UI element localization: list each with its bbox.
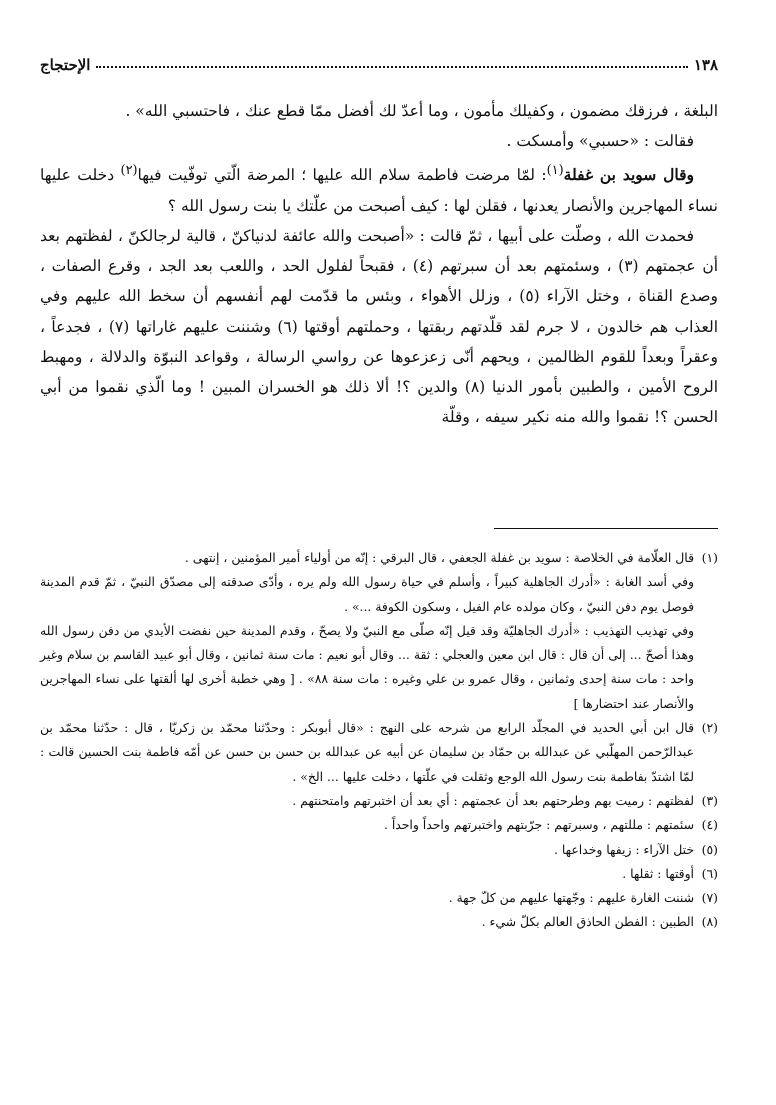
footnote-ref-1: (١) — [546, 163, 564, 179]
page-number: ١٣٨ — [693, 56, 718, 74]
running-title: الإحتجاج — [40, 56, 91, 74]
footnote-item — [40, 862, 718, 886]
footnote-text: ختل الآراء : زيفها وخداعها . — [553, 841, 694, 857]
footnote-text: أوقتها : ثقلها . — [622, 865, 694, 881]
footnote-separator — [494, 528, 718, 529]
footnote-number: (٥) — [701, 841, 718, 857]
footnote-text: شننت الغارة عليهم : وجّهتها عليهم من كلّ جهة . — [448, 890, 694, 906]
leader-dots — [96, 66, 687, 68]
paragraph-4: فحمدت الله ، وصلّت على أبيها ، ثمّ قالت : «أصبحت والله عائفة لدنياكنّ ، قالية لرجالكنّ ، لفظتهم بعد أن عجمتهم (٣) ، وسئمتهم بعد أن سبرتهم (٤) ، فقبحاً لفلول الحد ، واللعب بعد الجد ، وقرع الصفات ، وصدع القناة ، وختل الآراء (٥) ، وزلل الأهواء ، وبئس ما قدّمت لهم أنفسهم أن سخط الله عليهم وفي العذاب هم خالدون ، لا جرم لقد قلّدتهم ربقتها ، وحملتهم أوقتها (٦) وشننت عليهم غاراتها (٧) ، فجدعاً ، وعقراً وبعداً للقوم الظالمين ، ويحهم أنّى زعزعوها عن رواسي الرسالة ، وقواعد النبوّة والدلالة ، ومهبط الروح الأمين ، والطبين بأمور الدنيا (٨) والدين ؟! ألا ذلك هو الخسران المبين ! وما الّذي نقموا من أبي الحسن ؟! نقموا والله منه نكير سيفه ، وقلّة — [40, 226, 719, 427]
footnote-item — [40, 716, 718, 789]
paragraph-1: البلغة ، فرزقك مضمون ، وكفيلك مأمون ، وما أعدّ لك أفضل ممّا قطع عنك ، فاحتسبي الله» . — [125, 102, 718, 120]
paragraph-3-text-a: : لمّا مرضت فاطمة سلام الله عليها ؛ المرضة الّتي توفّيت فيها — [137, 166, 547, 185]
speaker-name: وقال سويد بن غفلة — [563, 165, 695, 185]
paragraph-3-text-b: دخلت عليها نساء المهاجرين والأنصار يعدنها ، فقلن لها : كيف أصبحت من علّتك يا بنت رسول الله ؟ — [40, 166, 718, 215]
footnote-text: قال ابن أبي الحديد في المجلّد الرابع من شرحه على النهج : «قال أبوبكر : وحدّثنا محمّد بن زكريّا ، قال : حدّثنا محمّد بن عبدالرّحمن المهلّبي عن عبدالله بن حمّاد بن سليمان عن أبيه عن عبدالله بن حسن بن حسن عن أمّه فاطمة بنت الحسين قالت : لمّا اشتدّ بفاطمة بنت رسول الله الوجع وثقلت في علّتها ، دخلت عليها ... الخ» . — [40, 720, 694, 784]
footnote-text: سئمتهم : مللتهم ، وسبرتهم : جرّبتهم واختبرتهم واحداً واحداً . — [383, 817, 694, 833]
footnote-item — [40, 838, 718, 862]
footnote-continuation: وفي أسد الغابة : «أدرك الجاهلية كبيراً ، وأسلم في حياة رسول الله ولم يره ، وأدّى صدقته إلى مصدّق النبيّ ، ثمّ قدم المدينة فوصل يوم دفن النبيّ ، وكان مولده عام الفيل ، وسكون الكوفة ...» . — [40, 574, 694, 614]
footnote-item — [40, 789, 718, 813]
footnotes — [40, 546, 718, 935]
footnote-number: (٤) — [701, 817, 718, 833]
footnote-number: (٦) — [701, 865, 718, 881]
footnote-item — [40, 910, 718, 934]
footnote-ref-2: (٢) — [120, 163, 138, 179]
footnote-continuation: وفي تهذيب التهذيب : «أدرك الجاهليّة وقد قيل إنّه صلّى مع النبيّ ولا يصحّ ، وقدم المدينة حين نفضت الأيدي من دفن رسول الله وهذا أصحّ ... إلى أن قال : قال ابن معين والعجلي : ثقة ... وقال أبو نعيم : مات سنة ثمانين ، وقال أبو عبيد القاسم بن سلام وغير واحد : مات سنة إحدى وثمانين ، وقال عمرو بن علي وغيره : مات سنة ٨٨» . [ وهي خطبة أخرى لها ألقتها على نساء المهاجرين والأنصار عند احتضارها ] — [40, 622, 694, 711]
footnote-number: (٢) — [701, 720, 718, 736]
footnote-number: (٧) — [701, 890, 718, 906]
footnote-number: (٨) — [701, 914, 718, 930]
footnote-item — [40, 886, 718, 910]
paragraph-3 — [40, 156, 718, 221]
footnote-number: (٣) — [701, 792, 718, 808]
footnote-item — [40, 546, 718, 570]
footnote-item — [40, 813, 718, 837]
footnote-text: الطبين : الفطن الحاذق العالم بكلّ شيء . — [481, 914, 694, 930]
footnote-text: قال العلّامة في الخلاصة : سويد بن غفلة الجعفي ، قال البرقي : إنّه من أولياء أمير المؤمنين ، إنتهى . — [184, 550, 694, 565]
footnote-number: (١) — [701, 550, 718, 565]
main-text — [40, 96, 718, 432]
running-head — [40, 44, 718, 74]
paragraph-2: فقالت : «حسبي» وأمسكت . — [506, 132, 694, 151]
footnote-text: لفظتهم : رميت بهم وطرحتهم بعد أن عجمتهم : أي بعد أن اختبرتهم وامتحنتهم . — [292, 792, 694, 808]
